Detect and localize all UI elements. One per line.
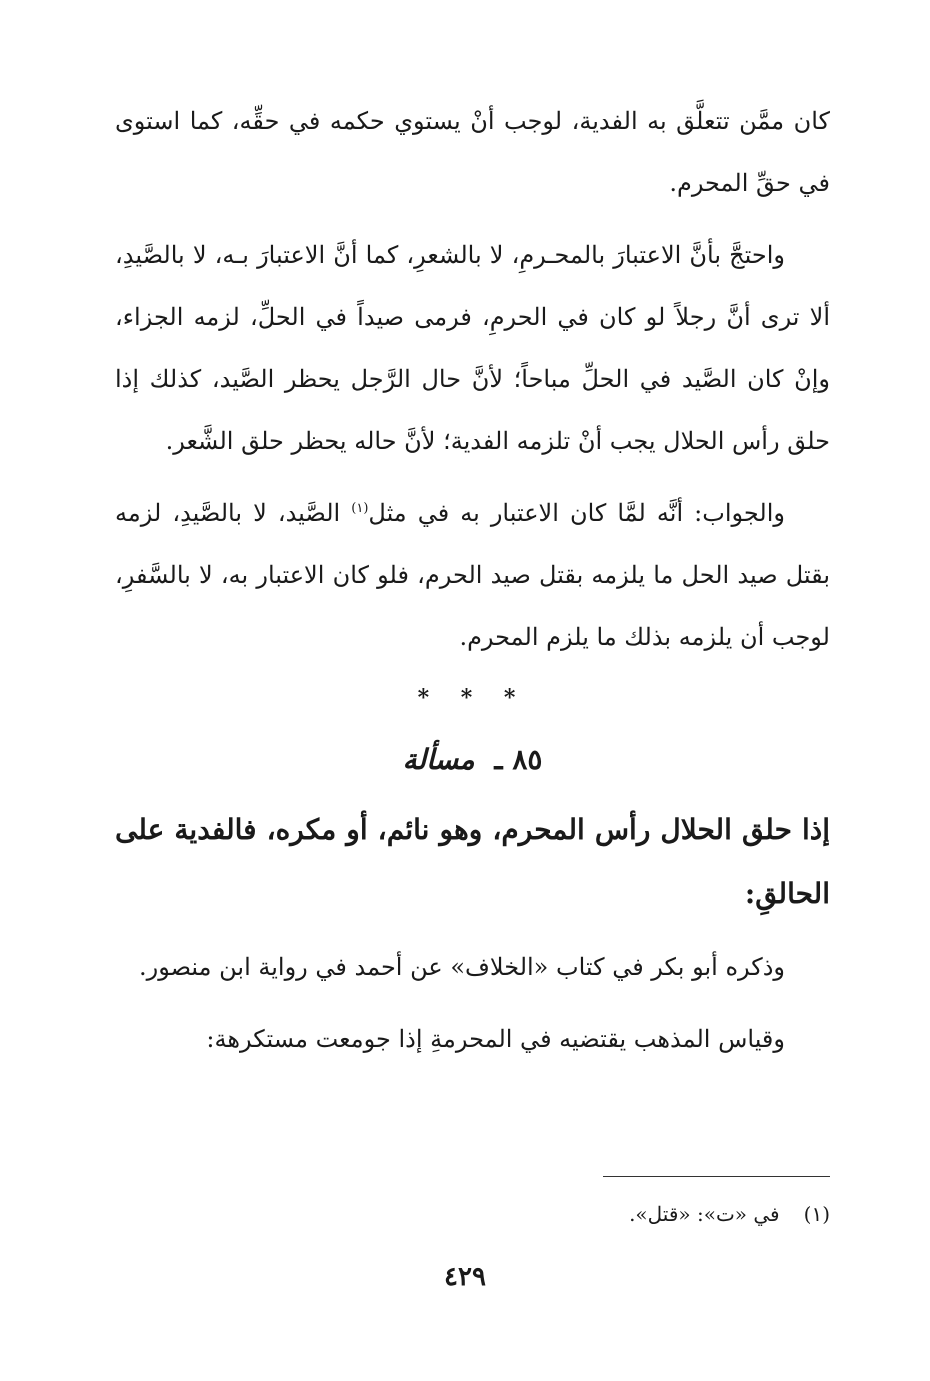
main-text [115, 90, 830, 1080]
section-number: ٨٥ ـ [494, 743, 543, 776]
bold-statement: إذا حلق الحلال رأس المحرم، وهو نائم، أو مكره، فالفدية على الحالقِ: [115, 813, 830, 910]
page-number: ٤٢٩ [444, 1262, 486, 1292]
section-separator: * * * [417, 685, 528, 711]
section-heading [115, 730, 830, 790]
paragraph-1: كان ممَّن تتعلَّق به الفدية، لوجب أنْ يستوي حكمه في حقِّه، كما استوى في حقِّ المحرم. [115, 107, 830, 197]
paragraph-4: وقياس المذهب يقتضيه في المحرمةِ إذا جومعت مستكرهة: [206, 1025, 785, 1053]
answer-text-after: الصَّيد، لا بالصَّيدِ، لزمه بقتل صيد الحل ما يلزمه بقتل صيد الحرم، فلو كان الاعتبار به، لا بالسَّفرِ، لوجب أن يلزمه بذلك ما يلزم المحرم. [115, 499, 830, 651]
footnote-text: في «ت»: «قتل». [629, 1202, 780, 1226]
section-word: مسألة [402, 743, 475, 776]
answer-text-before: والجواب: أنَّه لمَّا كان الاعتبار به في مثل [368, 499, 785, 527]
paragraph-3: وذكره أبو بكر في كتاب «الخلاف» عن أحمد في رواية ابن منصور. [138, 953, 785, 981]
paragraph-answer [115, 482, 830, 668]
footnote [115, 1196, 830, 1232]
paragraph-2: واحتجَّ بأنَّ الاعتبارَ بالمحـرمِ، لا بالشعرِ، كما أنَّ الاعتبارَ بـه، لا بالصَّيدِ، ألا ترى أنَّ رجلاً لو كان في الحرمِ، فرمى صيداً في الحلِّ، لزمه الجزاء، وإنْ كان الصَّيد في الحلِّ مباحاً؛ لأنَّ حال الرَّجل يحظر الصَّيد، كذلك إذا حلق رأس الحلال يجب أنْ تلزمه الفدية؛ لأنَّ حاله يحظر حلق الشَّعر. [115, 241, 831, 455]
footnote-divider [603, 1176, 830, 1177]
footnote-marker[interactable]: (١) [351, 501, 369, 516]
footnote-number: (١) [803, 1202, 830, 1226]
